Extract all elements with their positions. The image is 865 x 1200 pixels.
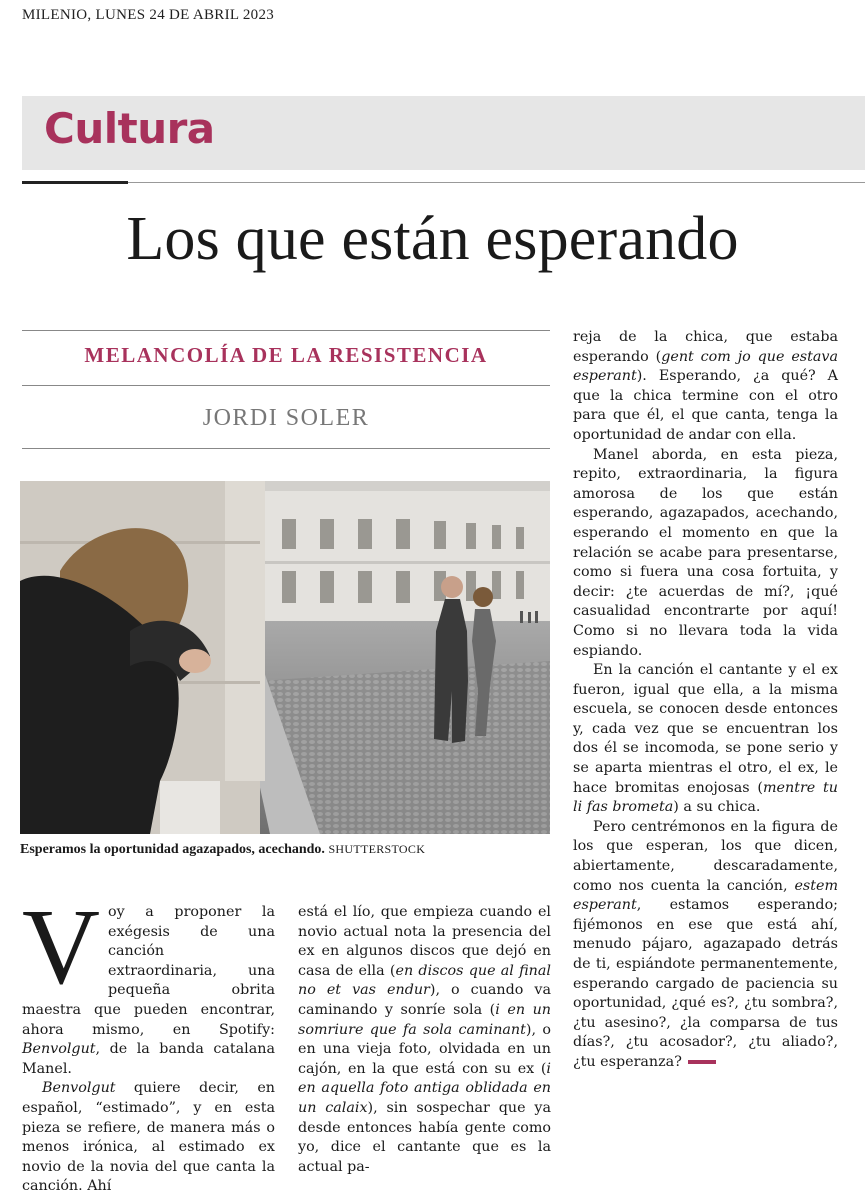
section-title: Cultura [44, 104, 215, 153]
italic-text: en discos que al final no et vas endur [298, 962, 551, 999]
paragraph-text: ), o cuando va caminando y sonríe sola ( [298, 982, 551, 1018]
divider-bottom [22, 448, 550, 449]
article-headline: Los que están esperando [126, 205, 739, 273]
article-column-1 [22, 888, 275, 1197]
italic-text: i en un somriure que fa sola caminant [298, 1001, 551, 1038]
paragraph-text: está el lío, que empieza cuando el novio actual nota la presencia del ex en algunos discos que dejó en casa de ella ( [298, 904, 551, 979]
paragraph-text: reja de la chica, que estaba esperando ( [573, 329, 838, 365]
paragraph-text: ), sin sospechar que ya desde entonces había gente como yo, dice el cantante que es la actual pa- [298, 1099, 551, 1175]
photo-illustration [20, 481, 550, 834]
column-name: MELANCOLÍA DE LA RESISTENCIA [84, 343, 488, 367]
italic-text: i en aquella foto antiga oblidada en un calaix [298, 1060, 551, 1116]
article-paragraph [298, 903, 551, 1177]
paragraph-text: ). Esperando, ¿a qué? A que la chica termine con el otro para que él, el que canta, tenga la oportunidad de andar con ella. [573, 368, 838, 443]
italic-text: gent com jo que estava esperant [573, 348, 838, 385]
drop-cap: V [22, 888, 100, 1007]
section-band [22, 96, 865, 170]
paragraph-text: , estamos esperando; fijémonos en ese que está ahí, menudo pájaro, agazapado detrás de ti, espiándote permanentemente, esperando cargado de paciencia su oportunidad, ¿qué es?, ¿tu sombra?, ¿tu asesino?, ¿la comparsa de tus días?, ¿tu acosador?, ¿tu aliado?, ¿tu esperanza? [573, 897, 838, 1070]
article-paragraph [22, 1079, 275, 1197]
article-paragraph [22, 888, 275, 1079]
section-rule-thin [128, 182, 865, 183]
caption-text: Esperamos la oportunidad agazapados, acechando. [20, 842, 325, 857]
paragraph-text: ) a su chica. [673, 799, 761, 816]
article-paragraph [573, 328, 838, 446]
paragraph-text: ), o en una vieja foto, olvidada en un cajón, en la que está con su ex ( [298, 1021, 551, 1077]
author-byline: JORDI SOLER [202, 405, 370, 431]
article-column-3 [573, 328, 838, 1073]
section-rule-thick [22, 181, 128, 184]
article-paragraph [573, 818, 838, 1073]
italic-text: Benvolgut [22, 1041, 96, 1058]
paragraph-text: Pero centrémonos en la figura de los que esperan, los que dicen, abiertamente, descaradamente, como nos cuenta la canción, [573, 818, 838, 894]
photo-caption [20, 842, 555, 858]
caption-credit: SHUTTERSTOCK [328, 842, 426, 856]
paragraph-text: quiere decir, en español, “estimado”, y en esta pieza se refiere, de manera más o menos irónica, al estimado ex novio de la novia del que canta la canción. Ahí [22, 1080, 275, 1195]
paragraph-text: , de la banda catalana Manel. [22, 1041, 275, 1077]
paragraph-text: oy a proponer la exégesis de una canción extraordinaria, una pequeña obrita maestra que pueden encontrar, ahora mismo, en Spotify: [22, 904, 275, 1038]
end-mark [688, 1060, 716, 1064]
divider-top [22, 330, 550, 331]
article-paragraph [573, 446, 838, 662]
italic-text: mentre tu li fas brometa [573, 779, 838, 816]
article-photo [20, 481, 550, 834]
paragraph-text: En la canción el cantante y el ex fueron, igual que ella, a la misma escuela, se conocen desde entonces y, cada vez que se encuentran los dos él se incomoda, se pone serio y se aparta mientras el otro, el ex, le hace bromitas enojosas ( [573, 662, 838, 796]
italic-text: estem esperant [573, 877, 838, 914]
article-column-2 [298, 903, 551, 1177]
paragraph-text: Manel aborda, en esta pieza, repito, extraordinaria, la figura amorosa de los que están esperando, agazapados, acechando, esperando el momento en que la relación se acabe para presentarse, como si fuera una cosa fortuita, y decir: ¿te acuerdas de mí?, ¡qué casualidad encontrarte por aquí! Como si no llevara toda la vida espiando. [573, 446, 838, 659]
article-paragraph [573, 661, 838, 818]
divider-middle [22, 385, 550, 386]
italic-text: Benvolgut [42, 1080, 116, 1097]
dateline: MILENIO, LUNES 24 DE ABRIL 2023 [22, 7, 275, 23]
